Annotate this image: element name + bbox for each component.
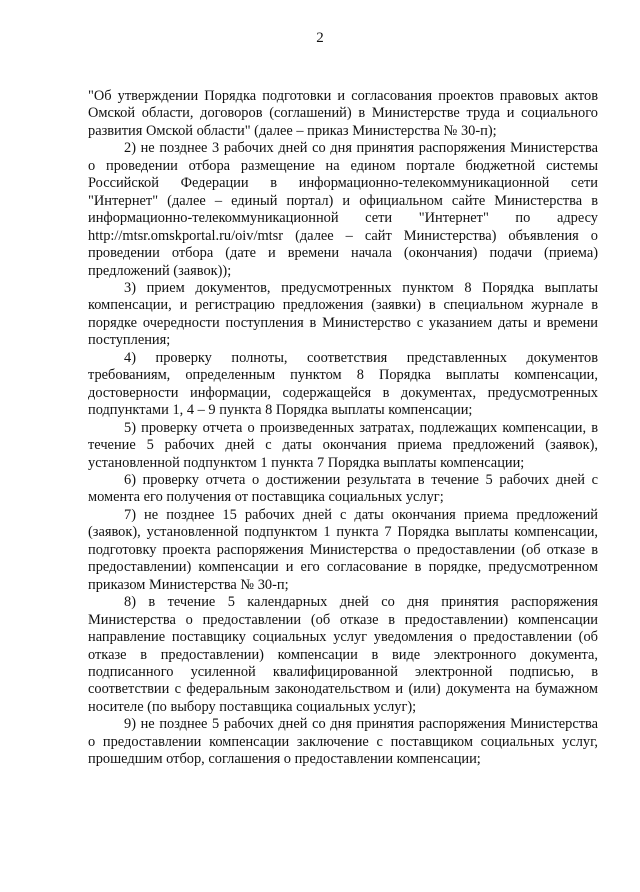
paragraph-intro-continuation: "Об утверждении Порядка подготовки и согласования проектов правовых актов Омской области, договоров (соглашений) в Министерстве труда и социального развития Омской области" (далее – приказ Министерства № 30-п);: [88, 88, 598, 139]
paragraph-item-3: 3) прием документов, предусмотренных пунктом 8 Порядка выплаты компенсации, и регистрацию предложения (заявки) в специальном журнале в порядке очередности поступления в Министерство с указанием даты и времени поступления;: [88, 279, 598, 349]
paragraph-item-9: 9) не позднее 5 рабочих дней со дня принятия распоряжения Министерства о предоставлении компенсации заключение с поставщиком социальных услуг, прошедшим отбор, соглашения о предоставлении компенсации;: [88, 716, 598, 768]
paragraph-item-6: 6) проверку отчета о достижении результата в течение 5 рабочих дней с момента его получения от поставщика социальных услуг;: [88, 471, 598, 506]
paragraph-item-2: 2) не позднее 3 рабочих дней со дня принятия распоряжения Министерства о проведении отбора размещение на едином портале бюджетной системы Российской Федерации в информационно-телекоммуникационной сети "Интернет" (далее – единый портал) и официальном сайте Министерства в информационно-телекоммуникационной сети "Интернет" по адресу http://mtsr.omskportal.ru/oiv/mtsr (далее – сайт Министерства) объявления о проведении отбора (дате и времени начала (окончания) подачи (приема) предложений (заявок));: [88, 140, 598, 279]
document-body: [88, 88, 598, 769]
paragraph-item-4: 4) проверку полноты, соответствия представленных документов требованиям, определенным пунктом 8 Порядка выплаты компенсации, достоверности информации, содержащейся в документах, предусмотренных подпунктами 1, 4 – 9 пункта 8 Порядка выплаты компенсации;: [88, 349, 598, 419]
page-number: 2: [316, 30, 324, 46]
paragraph-item-5: 5) проверку отчета о произведенных затратах, подлежащих компенсации, в течение 5 рабочих дней с даты окончания приема предложений (заявок), установленной подпунктом 1 пункта 7 Порядка выплаты компенсации;: [88, 419, 598, 471]
paragraph-item-8: 8) в течение 5 календарных дней со дня принятия распоряжения Министерства о предоставлении (об отказе в предоставлении) компенсации направление поставщику социальных услуг уведомления о предоставлении (об отказе в предоставлении) компенсации в виде электронного документа, подписанного усиленной квалифицированной электронной подписью, в соответствии с федеральным законодательством и (или) документа на бумажном носителе (по выбору поставщика социальных услуг);: [88, 594, 598, 715]
paragraph-item-7: 7) не позднее 15 рабочих дней с даты окончания приема предложений (заявок), установленной подпунктом 1 пункта 7 Порядка выплаты компенсации, подготовку проекта распоряжения Министерства о предоставлении (об отказе в предоставлении) компенсации и его согласование в порядке, предусмотренном приказом Министерства № 30-п;: [88, 506, 598, 593]
